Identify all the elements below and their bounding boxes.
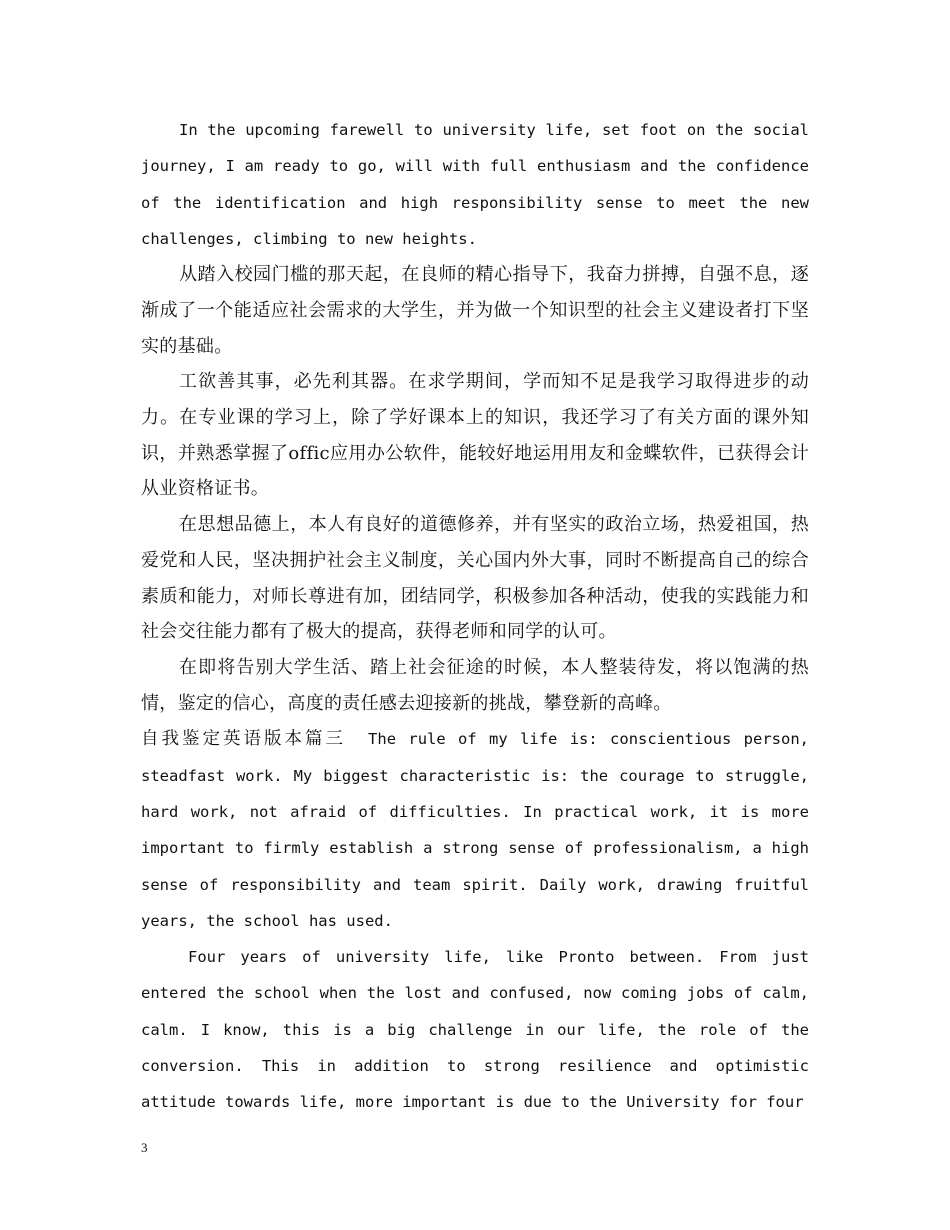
page-number: 3: [141, 1140, 148, 1155]
section-three-text: The rule of my life is: conscientious person, steadfast work. My biggest characteristic is: the courage to struggle, hard work, not afraid of difficulties. In practical work, it is more important to firmly establish a strong sense of professionalism, a high sense of responsibility and team spirit. Daily work, drawing fruitful years, the school has used.: [141, 730, 810, 930]
paragraph-english-four-years: Four years of university life, like Pronto between. From just entered the school when the lost and confused, now coming jobs of calm, calm. I know, this is a big challenge in our life, the role of the conversion. This in addition to strong resilience and optimistic attitude towards life, more important is due to the University for four: [141, 948, 809, 1112]
paragraph-chinese-study: 工欲善其事，必先利其器。在求学期间，学而知不足是我学习取得进步的动力。在专业课的学习上，除了学好课本上的知识，我还学习了有关方面的课外知识，并熟悉掌握了offic应用办公软件，能较好地运用用友和金蝶软件，已获得会计从业资格证书。: [141, 371, 809, 500]
section-heading: 自我鉴定英语版本篇三: [141, 729, 347, 750]
paragraph-chinese-morality: 在思想品德上，本人有良好的道德修养，并有坚实的政治立场，热爱祖国，热爱党和人民，坚决拥护社会主义制度，关心国内外大事，同时不断提高自己的综合素质和能力，对师长尊进有加，团结同学，积极参加各种活动，使我的实践能力和社会交往能力都有了极大的提高，获得老师和同学的认可。: [141, 514, 809, 643]
paragraph-english-farewell: In the upcoming farewell to university life, set foot on the social journey, I am ready to go, will with full enthusiasm and the confidence of the identification and high responsibility sense to meet the new challenges, climbing to new heights.: [141, 121, 809, 248]
document-body: [141, 112, 809, 1121]
paragraph-chinese-campus: 从踏入校园门槛的那天起，在良师的精心指导下，我奋力拼搏，自强不息，逐渐成了一个能适应社会需求的大学生，并为做一个知识型的社会主义建设者打下坚实的基础。: [141, 264, 809, 357]
paragraph-chinese-farewell: 在即将告别大学生活、踏上社会征途的时候，本人整装待发，将以饱满的热情，鉴定的信心，高度的责任感去迎接新的挑战，攀登新的高峰。: [141, 656, 809, 714]
paragraph-mixed-section-three: [141, 721, 809, 939]
